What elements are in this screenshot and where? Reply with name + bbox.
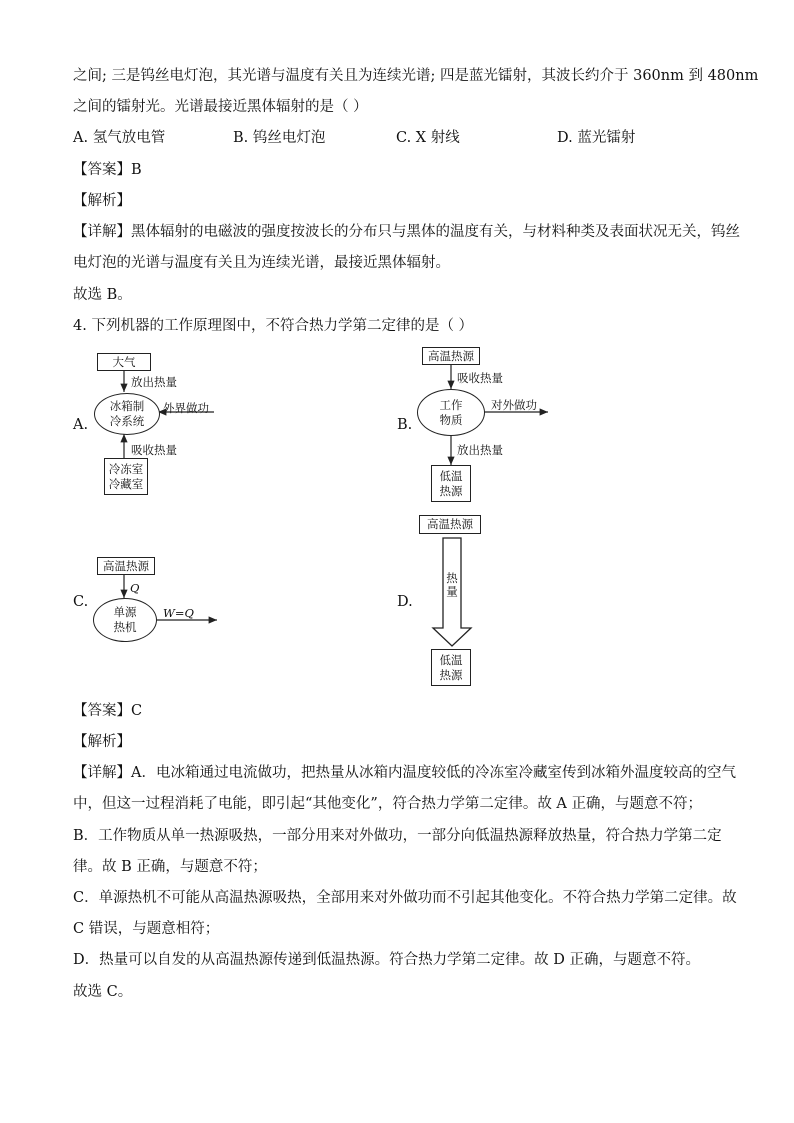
b-low-temp-box bbox=[431, 465, 471, 502]
c-w-label: W=Q bbox=[163, 606, 194, 620]
diagram-a-letter: A. bbox=[73, 417, 89, 433]
conclusion: 故选 B。 bbox=[73, 287, 132, 303]
conclusion-q4: 故选 C。 bbox=[73, 984, 133, 1000]
detail-a-line-1: 【详解】A．电冰箱通过电流做功，把热量从冰箱内温度较低的冷冻室冷藏室传到冰箱外温度较高的空气 bbox=[73, 765, 736, 781]
detail-c-line-1: C．单源热机不可能从高温热源吸热，全部用来对外做功而不引起其他变化。不符合热力学第二定律。故 bbox=[73, 890, 737, 906]
diagram-b-letter: B. bbox=[397, 417, 413, 433]
freezer-box bbox=[104, 458, 148, 495]
freezer-line1: 冷冻室 bbox=[108, 461, 144, 476]
freezer-line2: 冷藏室 bbox=[108, 476, 144, 491]
working-substance-line1: 工作 bbox=[439, 397, 463, 412]
working-substance-ellipse bbox=[417, 389, 485, 436]
detail-line-1: 【详解】黑体辐射的电磁波的强度按波长的分布只与黑体的温度有关，与材料种类及表面状况无关，钨丝 bbox=[73, 224, 740, 240]
detail-a-line-2: 中，但这一过程消耗了电能，即引起“其他变化”，符合热力学第二定律。故 A 正确，与题意不符； bbox=[73, 796, 703, 812]
c-q-label: Q bbox=[130, 581, 140, 595]
d-low-temp-line1: 低温 bbox=[439, 652, 463, 667]
atmosphere-box: 大气 bbox=[97, 353, 151, 371]
option-a: A. 氢气放电管 bbox=[73, 130, 166, 146]
b-high-temp-box: 高温热源 bbox=[422, 347, 480, 365]
question-line: 之间的镭射光。光谱最接近黑体辐射的是（ ） bbox=[73, 99, 368, 115]
b-release-heat-label: 放出热量 bbox=[457, 443, 503, 457]
intro-line-1: 之间; 三是钨丝电灯泡，其光谱与温度有关且为连续光谱; 四是蓝光镭射，其波长约介于 360nm 到 480nm bbox=[73, 68, 759, 84]
b-low-temp-line2: 热源 bbox=[439, 483, 463, 498]
a-release-heat-label: 放出热量 bbox=[131, 375, 177, 389]
engine-line1: 单源 bbox=[113, 605, 137, 619]
a-absorb-heat-label: 吸收热量 bbox=[131, 443, 177, 457]
detail-line-2: 电灯泡的光谱与温度有关且为连续光谱，最接近黑体辐射。 bbox=[73, 255, 450, 271]
b-absorb-heat-label: 吸收热量 bbox=[457, 371, 503, 385]
detail-d-line: D．热量可以自发的从高温热源传递到低温热源。符合热力学第二定律。故 D 正确，与题意不符。 bbox=[73, 952, 700, 968]
question-4-stem: 4. 下列机器的工作原理图中，不符合热力学第二定律的是（ ） bbox=[73, 318, 474, 334]
b-work-out-label: 对外做功 bbox=[491, 398, 537, 412]
diagram-c-letter: C. bbox=[73, 594, 89, 610]
answer-label-q4: 【答案】C bbox=[73, 703, 143, 719]
option-d: D. 蓝光镭射 bbox=[557, 130, 636, 146]
analysis-label: 【解析】 bbox=[73, 193, 131, 209]
d-high-temp-box: 高温热源 bbox=[419, 515, 481, 534]
fridge-system-line2: 冷系统 bbox=[109, 414, 145, 428]
a-external-work-label: 外界做功 bbox=[163, 401, 209, 415]
engine-line2: 热机 bbox=[113, 620, 137, 634]
c-high-temp-box: 高温热源 bbox=[97, 557, 155, 575]
detail-b-line-1: B．工作物质从单一热源吸热，一部分用来对外做功，一部分向低温热源释放热量，符合热力学第二定 bbox=[73, 828, 722, 844]
option-b: B. 钨丝电灯泡 bbox=[233, 130, 326, 146]
diagram-d-letter: D. bbox=[397, 594, 413, 610]
answer-label: 【答案】B bbox=[73, 162, 142, 178]
detail-c-line-2: C 错误，与题意相符； bbox=[73, 921, 220, 937]
d-heat-label: 热量 bbox=[445, 572, 459, 599]
fridge-system-ellipse bbox=[94, 393, 160, 435]
working-substance-line2: 物质 bbox=[439, 412, 463, 427]
detail-b-line-2: 律。故 B 正确，与题意不符； bbox=[73, 859, 267, 875]
single-source-engine-ellipse bbox=[93, 598, 157, 642]
d-low-temp-line2: 热源 bbox=[439, 667, 463, 682]
analysis-label-q4: 【解析】 bbox=[73, 734, 131, 750]
option-c: C. X 射线 bbox=[396, 130, 460, 146]
d-low-temp-box bbox=[431, 649, 471, 686]
b-low-temp-line1: 低温 bbox=[439, 468, 463, 483]
fridge-system-line1: 冰箱制 bbox=[109, 399, 145, 413]
